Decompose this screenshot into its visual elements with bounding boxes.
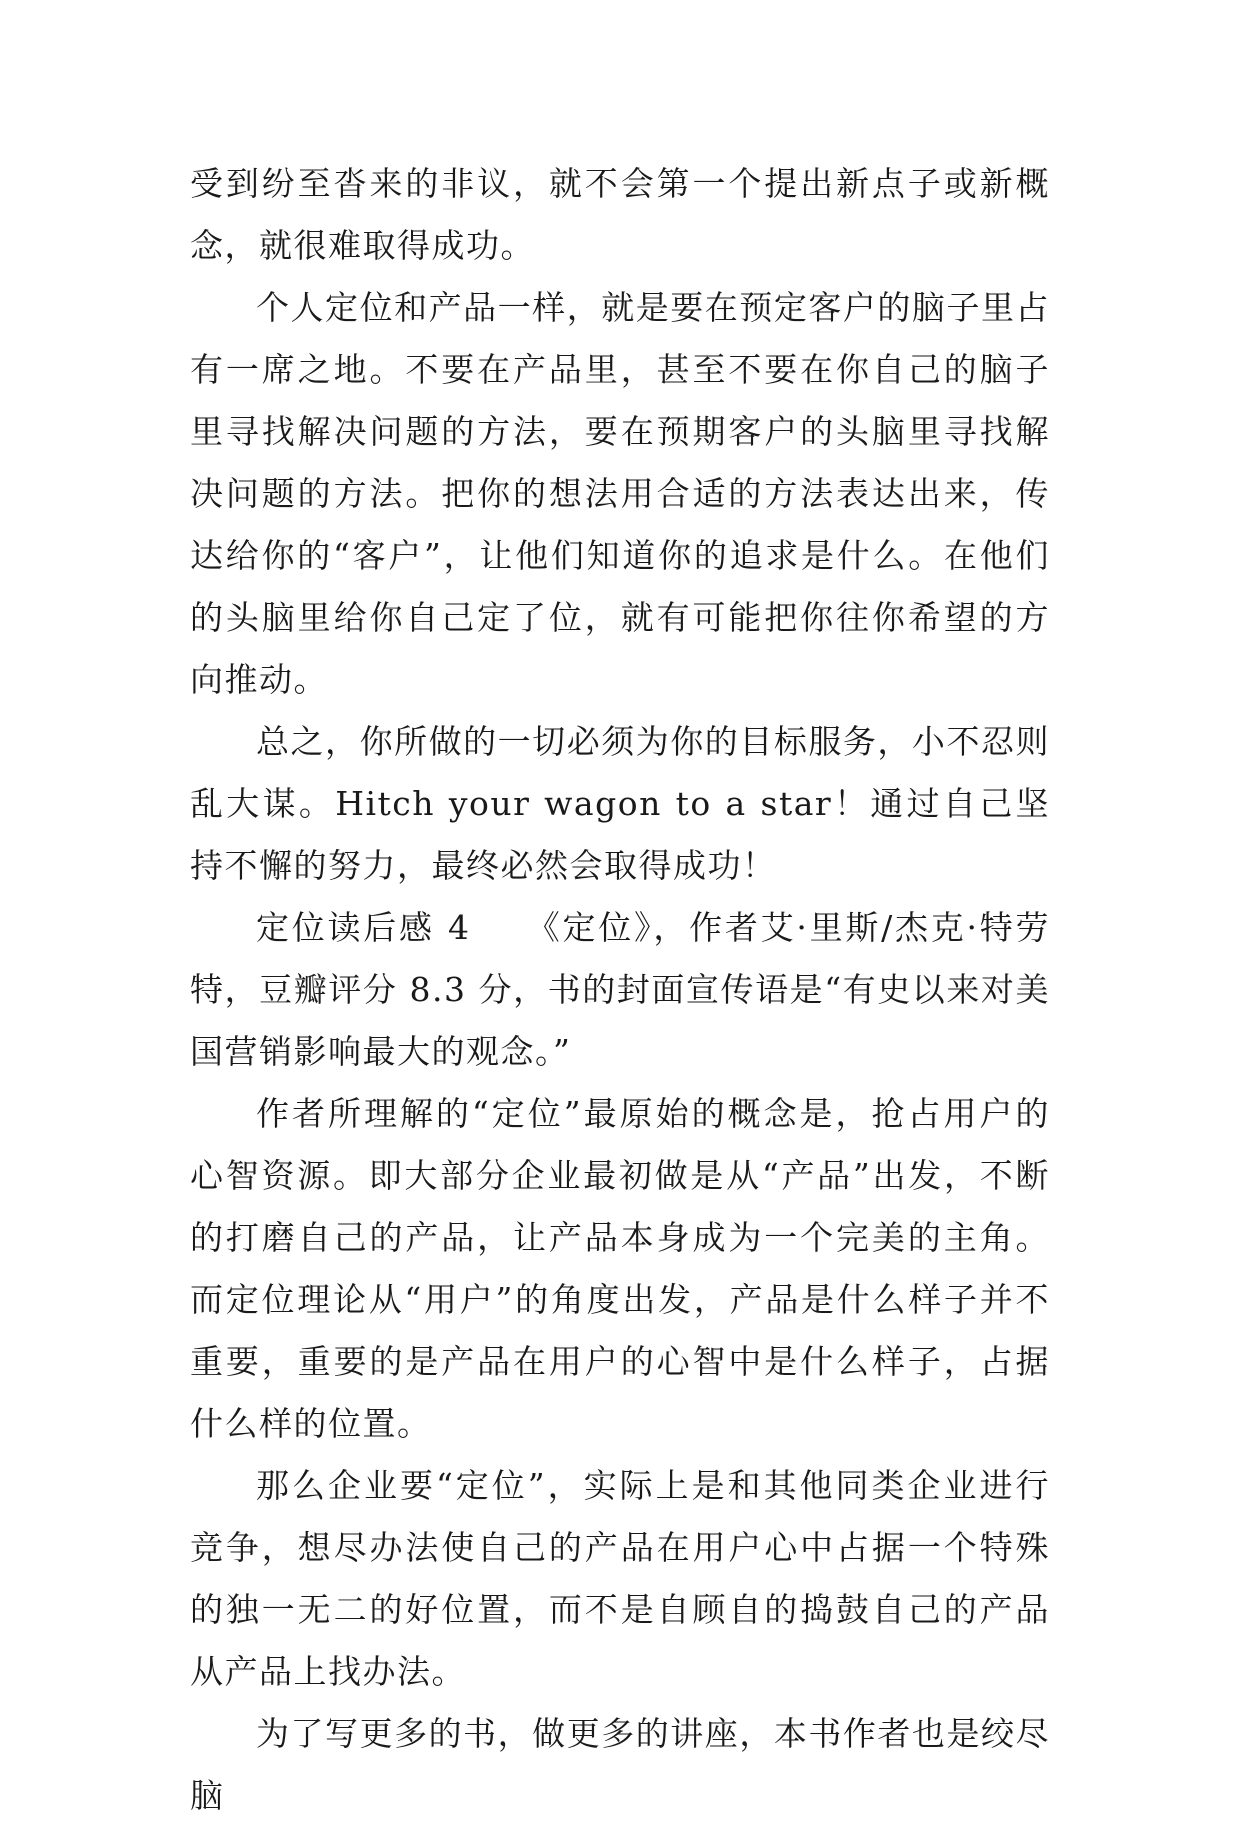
paragraph-continuation: 受到纷至沓来的非议，就不会第一个提出新点子或新概念，就很难取得成功。 <box>190 164 1050 265</box>
paragraph-review-4-intro: 定位读后感 4 《定位》，作者艾·里斯/杰克·特劳特，豆瓣评分 8.3 分，书的封面宣传语是“有史以来对美国营销影响最大的观念。” <box>190 908 1050 1071</box>
paragraph-competition: 那么企业要“定位”，实际上是和其他同类企业进行竞争，想尽办法使自己的产品在用户心中占据一个特殊的独一无二的好位置，而不是自顾自的捣鼓自己的产品从产品上找办法。 <box>190 1466 1050 1691</box>
document-body <box>190 153 1050 1827</box>
paragraph-positioning-concept: 作者所理解的“定位”最原始的概念是，抢占用户的心智资源。即大部分企业最初做是从“产品”出发，不断的打磨自己的产品，让产品本身成为一个完美的主角。而定位理论从“用户”的角度出发，产品是什么样子并不重要，重要的是产品在用户的心智中是什么样子，占据什么样的位置。 <box>190 1094 1050 1443</box>
paragraph-conclusion: 总之，你所做的一切必须为你的目标服务，小不忍则乱大谋。Hitch your wagon to a star！通过自己坚持不懈的努力，最终必然会取得成功！ <box>190 722 1050 885</box>
paragraph-personal-positioning: 个人定位和产品一样，就是要在预定客户的脑子里占有一席之地。不要在产品里，甚至不要在你自己的脑子里寻找解决问题的方法，要在预期客户的头脑里寻找解决问题的方法。把你的想法用合适的方法表达出来，传达给你的“客户”，让他们知道你的追求是什么。在他们的头脑里给你自己定了位，就有可能把你往你希望的方向推动。 <box>190 288 1050 699</box>
paragraph-author-effort: 为了写更多的书，做更多的讲座，本书作者也是绞尽脑 <box>190 1714 1050 1815</box>
